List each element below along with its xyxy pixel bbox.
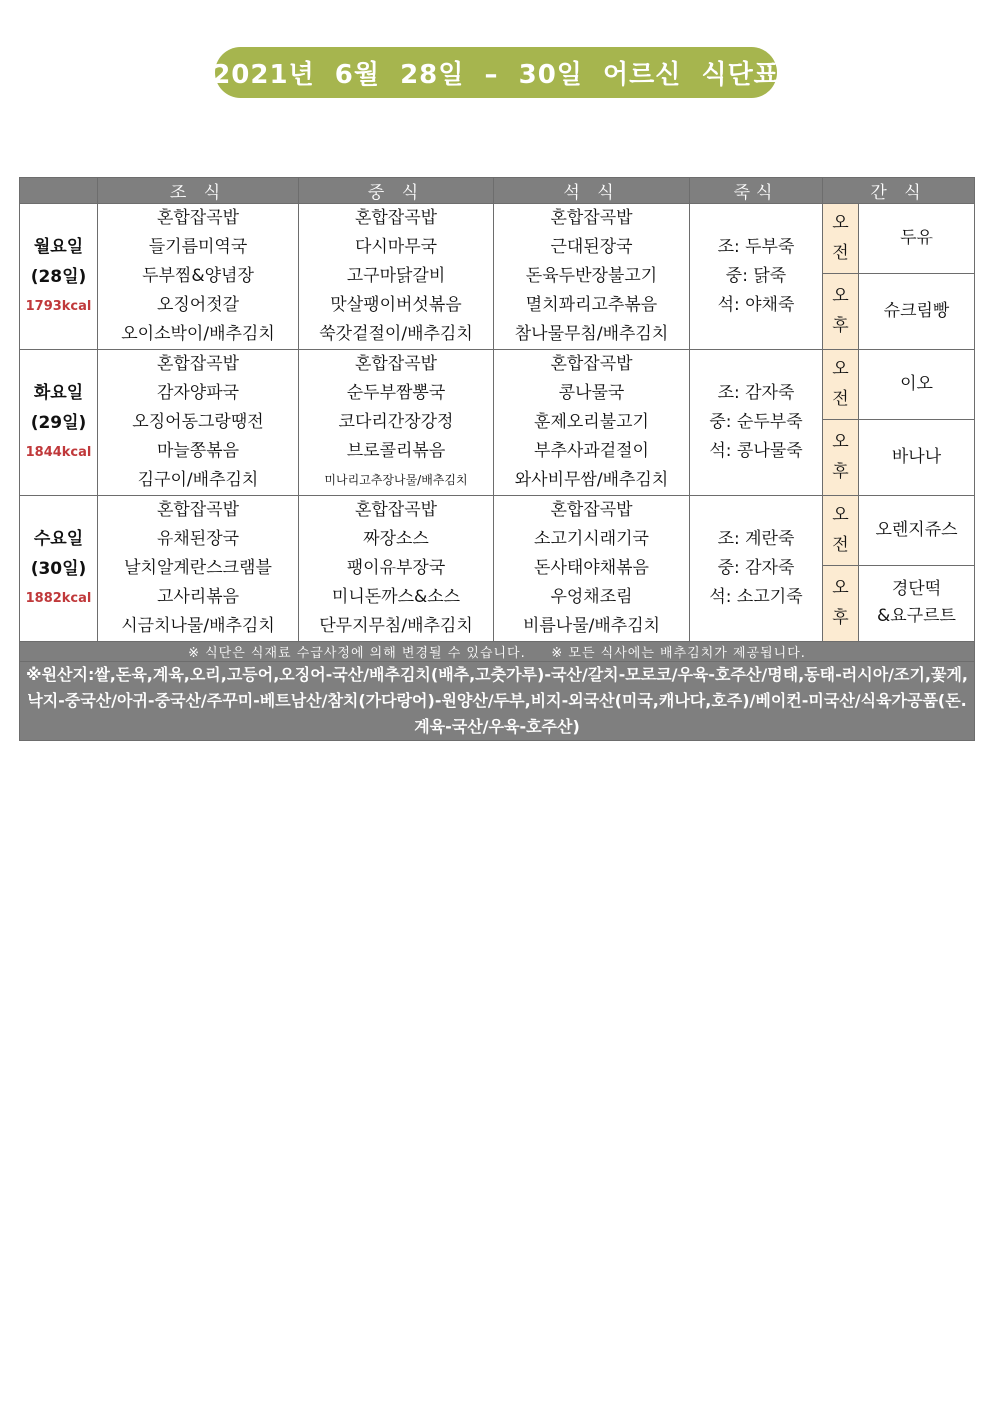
snack-item: 슈크림빵 [883,300,950,321]
menu-item: 혼합잡곡밥 [354,354,438,374]
porridge-item: 조: 두부죽 [717,237,795,257]
menu-item: 비름나물/배추김치 [522,616,661,636]
period-pm: 오 후 [823,565,859,641]
day-kcal: 1793kcal [25,298,92,314]
menu-item: 돈육두반장불고기 [525,266,658,286]
menu-item: 미니돈까스&소스 [331,587,461,607]
day-name: 수요일 [33,528,84,549]
menu-item: 코다리간장강정 [338,412,454,432]
period-am: 오 전 [823,496,859,566]
dinner-cell [494,350,690,496]
menu-item: 참나물무침/배추김치 [514,324,669,344]
origin-text: ※원산지:쌀,돈육,계육,오리,고등어,오징어-국산/배추김치(배추,고춧가루)-국산/갈치-모로코/우육-호주산/명태,동태-러시아/조기,꽃게,낙지-중국산/아귀-중국산/주꾸미-베트남산/참치(가다랑어)-원양산/두부,비지-외국산(미국,캐나다,호주)/베이컨-미국산/식육가공품(돈.계육-국산/우육-호주산) [20,662,975,741]
menu-item: 소고기시래기국 [534,529,649,549]
day-kcal: 1844kcal [25,444,92,460]
menu-item: 훈제오리불고기 [534,412,649,432]
menu-item: 짜장소스 [363,529,429,549]
header-lunch: 중 식 [299,178,494,204]
menu-item: 혼합잡곡밥 [156,500,240,520]
snack-pm [859,565,975,641]
menu-item: 와사비무쌈/배추김치 [514,470,669,490]
menu-item: 마늘쫑볶음 [156,441,240,461]
lunch-cell [299,350,494,496]
menu-item: 순두부짬뽕국 [346,383,446,403]
menu-item: 근대된장국 [550,237,633,257]
menu-item: 혼합잡곡밥 [550,500,633,520]
dinner-cell [494,496,690,642]
menu-item: 우엉채조림 [550,587,633,607]
day-cell [20,204,98,350]
lunch-cell [299,204,494,350]
snack-pm [859,273,975,349]
porridge-cell [690,204,823,350]
notice-text: ※ 식단은 식재료 수급사정에 의해 변경될 수 있습니다. ※ 모든 식사에는 배추김치가 제공됩니다. [20,642,975,662]
snack-am [859,204,975,274]
menu-item: 혼합잡곡밥 [550,208,633,228]
menu-item: 브로콜리볶음 [346,441,446,461]
menu-item: 혼합잡곡밥 [156,208,240,228]
header-breakfast: 조 식 [98,178,299,204]
day-date: (30일) [30,558,87,579]
snack-item: 경단떡 [891,579,942,600]
day-kcal: 1882kcal [25,590,92,606]
menu-item: 부추사과겉절이 [534,441,649,461]
header-dinner: 석 식 [494,178,690,204]
menu-item: 혼합잡곡밥 [156,354,240,374]
period-am: 오 전 [823,204,859,274]
snack-item: 두유 [900,227,933,248]
dinner-cell [494,204,690,350]
day-row-wednesday [20,496,975,566]
origin-row [20,662,975,741]
header-porridge: 죽식 [690,178,823,204]
day-row-monday [20,204,975,274]
menu-item: 맛살팽이버섯볶음 [330,295,462,315]
menu-item: 미나리고추장나물/배추김치 [324,473,468,487]
period-am: 오 전 [823,350,859,420]
snack-am [859,496,975,566]
menu-item: 두부찜&양념장 [142,266,254,286]
header-blank [20,178,98,204]
period-pm: 오 후 [823,419,859,495]
porridge-item: 석: 콩나물죽 [709,441,803,461]
lunch-cell [299,496,494,642]
day-date: (29일) [30,412,87,433]
snack-item: 오렌지쥬스 [875,519,958,540]
day-date: (28일) [30,266,87,287]
header-snack: 간 식 [823,178,975,204]
menu-item: 혼합잡곡밥 [550,354,633,374]
menu-item: 다시마무국 [354,237,438,257]
porridge-item: 조: 감자죽 [717,383,795,403]
menu-item: 콩나물국 [558,383,625,403]
day-cell [20,496,98,642]
porridge-item: 석: 야채죽 [717,295,795,315]
menu-item: 고사리볶음 [156,587,240,607]
breakfast-cell [98,350,299,496]
day-cell [20,350,98,496]
menu-item: 돈사태야채볶음 [534,558,649,578]
snack-am [859,350,975,420]
snack-pm [859,419,975,495]
header-row [20,178,975,204]
menu-table [19,177,975,741]
period-pm: 오 후 [823,273,859,349]
menu-item: 들기름미역국 [148,237,248,257]
menu-item: 오징어동그랑땡전 [132,412,264,432]
snack-item: 이오 [900,373,933,394]
porridge-item: 중: 닭죽 [725,266,787,286]
menu-item: 유채된장국 [156,529,240,549]
menu-item: 고구마닭갈비 [346,266,446,286]
snack-item: 바나나 [891,446,942,467]
porridge-cell [690,350,823,496]
notice-row [20,642,975,662]
breakfast-cell [98,496,299,642]
menu-item: 오징어젓갈 [156,295,240,315]
menu-item: 김구이/배추김치 [137,470,259,490]
day-name: 월요일 [33,236,84,257]
snack-item: &요구르트 [877,606,956,627]
porridge-item: 석: 소고기죽 [709,587,803,607]
porridge-item: 중: 순두부죽 [709,412,803,432]
page-title: 2021년 6월 28일 – 30일 어르신 식단표 [215,47,777,98]
menu-item: 쑥갓겉절이/배추김치 [319,324,473,344]
menu-item: 감자양파국 [156,383,240,403]
menu-item: 오이소박이/배추김치 [121,324,275,344]
porridge-item: 중: 감자죽 [717,558,795,578]
breakfast-cell [98,204,299,350]
porridge-item: 조: 계란죽 [717,529,795,549]
porridge-cell [690,496,823,642]
menu-item: 멸치꽈리고추볶음 [525,295,658,315]
day-row-tuesday [20,350,975,420]
menu-item: 날치알계란스크램블 [124,558,272,578]
menu-item: 혼합잡곡밥 [354,208,438,228]
menu-item: 단무지무침/배추김치 [319,616,473,636]
menu-item: 팽이유부장국 [346,558,446,578]
menu-item: 혼합잡곡밥 [354,500,438,520]
day-name: 화요일 [33,382,84,403]
menu-item: 시금치나물/배추김치 [121,616,275,636]
